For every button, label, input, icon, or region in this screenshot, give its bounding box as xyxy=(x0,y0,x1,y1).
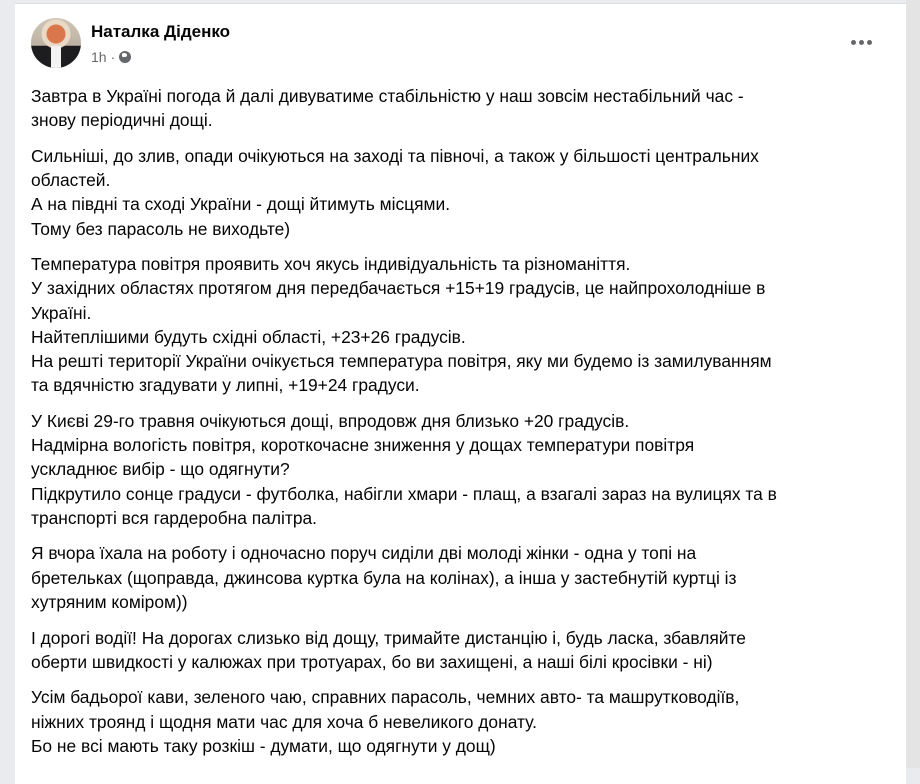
post-text xyxy=(31,84,891,770)
post-line: Найтеплішими будуть східні області, +23+26 градусів. xyxy=(31,326,466,347)
more-options-icon[interactable] xyxy=(851,34,877,50)
post-line: Завтра в Україні погода й далі дивуватиме стабільністю у наш зовсім нестабільний час - xyxy=(31,86,744,106)
post-line: та вдячністю згадувати у липні, +19+24 градуси. xyxy=(31,375,420,396)
post-paragraph xyxy=(31,84,891,132)
post-line: Усім бадьорої кави, зеленого чаю, справних парасоль, чемних авто- та машрутководіїв, xyxy=(31,687,740,708)
post-paragraph xyxy=(31,685,891,758)
post-line: областей. xyxy=(31,170,111,191)
post-paragraph xyxy=(31,252,891,397)
post-line: Я вчора їхала на роботу і одночасно поруч сиділи дві молоді жінки - одна у топі на xyxy=(31,543,697,564)
post-time[interactable]: 1h xyxy=(91,49,107,65)
post-line: хутряним коміром)) xyxy=(31,591,188,612)
post-line: Сильніші, до злив, опади очікуються на заході та півночі, а також у більшості центральних xyxy=(31,145,759,166)
post-line: Тому без парасоль не виходьте) xyxy=(31,218,291,239)
post-line: Температура повітря проявить хоч якусь індивідуальність та різноманіття. xyxy=(31,254,631,275)
post-card xyxy=(15,3,906,784)
author-name[interactable]: Наталка Діденко xyxy=(91,22,231,41)
post-paragraph xyxy=(31,541,891,614)
post-line: А на півдні та сході України - дощі йтимуть місцями. xyxy=(31,194,451,215)
post-meta xyxy=(91,49,131,65)
post-paragraph xyxy=(31,409,891,530)
post-line: ніжних троянд і щодня мати час для хоча б невеликого донату. xyxy=(31,711,537,732)
post-line: У західних областях протягом дня передбачається +15+19 градусів, це найпрохолодніше в xyxy=(31,278,766,299)
post-paragraph xyxy=(31,626,891,674)
avatar-shirt xyxy=(51,46,61,68)
globe-icon[interactable] xyxy=(119,51,131,63)
meta-separator: · xyxy=(110,49,116,65)
post-line: На решті території України очікується температура повітря, яку ми будемо із замилуванням xyxy=(31,351,772,372)
post-line: Україні. xyxy=(31,302,92,323)
post-line: Надмірна вологість повітря, короткочасне зниження у дощах температури повітря xyxy=(31,435,695,456)
post-paragraph xyxy=(31,144,891,241)
post-line: транспорті вся гардеробна палітра. xyxy=(31,507,318,528)
post-line: Підкрутило сонце градуси - футболка, набігли хмари - плащ, а взагалі зараз на вулицях та в xyxy=(31,483,777,504)
post-line: ускладнює вибір - що одягнути? xyxy=(31,459,290,480)
post-line: знову періодичні дощі. xyxy=(31,110,213,131)
author-avatar[interactable] xyxy=(31,18,81,68)
post-line: оберти швидкості у калюжах при тротуарах, бо ви захищені, а наші білі кросівки - ні) xyxy=(31,651,713,672)
post-line: І дорогі водії! На дорогах слизько від дощу, тримайте дистанцію і, будь ласка, збавляйте xyxy=(31,627,746,648)
post-line: Бо не всі мають таку розкіш - думати, що одягнути у дощ) xyxy=(31,735,496,756)
page-scrollbar-track[interactable] xyxy=(906,0,920,768)
post-line: У Києві 29-го травня очікуються дощі, впродовж дня близько +20 градусів. xyxy=(31,410,630,431)
post-line: бретельках (щоправда, джинсова куртка була на колінах), а інша у застебнутій куртці із xyxy=(31,567,737,588)
